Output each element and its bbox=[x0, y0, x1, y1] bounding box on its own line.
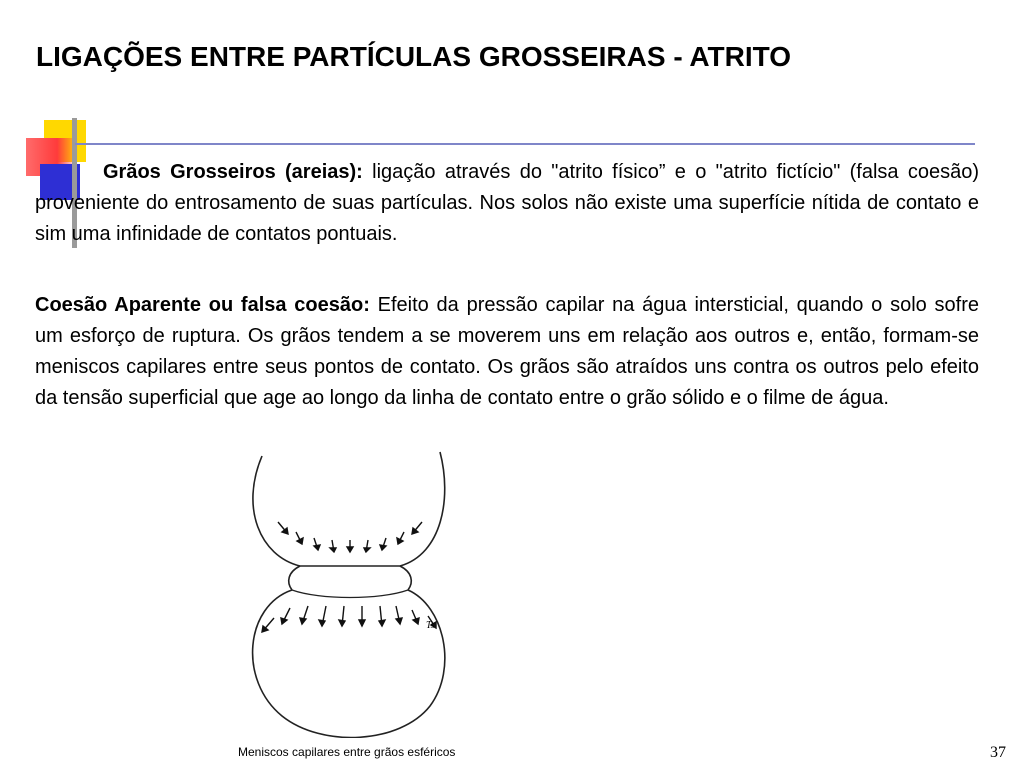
lower-arrows bbox=[262, 606, 436, 632]
lower-grain bbox=[253, 590, 445, 738]
paragraph2-lead: Coesão Aparente ou falsa coesão: bbox=[35, 294, 370, 316]
slide-title: LIGAÇÕES ENTRE PARTÍCULAS GROSSEIRAS - ATRITO bbox=[36, 41, 792, 72]
contact-line bbox=[292, 590, 408, 598]
meniscus-left bbox=[289, 566, 300, 590]
title-rule bbox=[75, 143, 975, 145]
page-number: 37 bbox=[990, 744, 1006, 761]
paragraph1-lead: Grãos Grosseiros (areias): bbox=[103, 161, 363, 183]
upper-arrows bbox=[278, 522, 422, 552]
figure-caption: Meniscos capilares entre grãos esféricos bbox=[238, 745, 456, 759]
capillary-menisci-figure bbox=[230, 448, 470, 738]
meniscus-right bbox=[400, 566, 411, 590]
paragraph1-text: ligação através do "atrito físico” e o "atrito fictício" (falsa coesão) proveniente do entrosamento de suas partículas. Nos solos não existe uma superfície nítida de contato e sim uma infinidade de contatos pontuais. bbox=[35, 161, 979, 245]
paragraph2-text: Efeito da pressão capilar na água intersticial, quando o solo sofre um esforço de ruptura. Os grãos tendem a se moverem uns em relação aos outros e, então, formam-se meniscos capilares entre seus pontos de contato. Os grãos são atraídos uns contra os outros pelo efeito da tensão superficial que age ao longo da linha de contato entre o grão sólido e o filme de água. bbox=[35, 294, 979, 409]
paragraph-graos-grosseiros bbox=[35, 157, 979, 250]
ts-label: Ts bbox=[426, 620, 435, 631]
paragraph-coesao-aparente bbox=[35, 290, 979, 414]
